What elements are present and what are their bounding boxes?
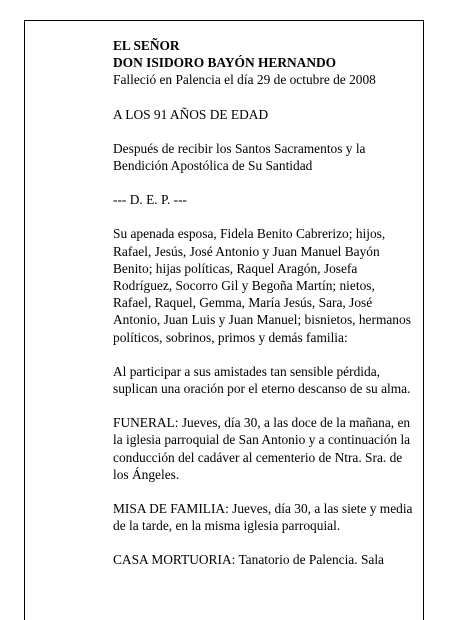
family-mass-line: de la tarde, en la misma iglesia parroquial. — [113, 518, 341, 534]
death-date-line: Falleció en Palencia el día 29 de octubre de 2008 — [113, 72, 376, 88]
family-line: Rafael, Raquel, Gemma, María Jesús, Sara, José — [113, 295, 373, 311]
rip-line: --- D. E. P. --- — [113, 192, 188, 208]
obituary-notice — [113, 37, 423, 569]
funeral-line: los Ángeles. — [113, 466, 180, 482]
mortuary-line: CASA MORTUORIA: Tanatorio de Palencia. Sala — [113, 552, 384, 568]
family-line: Rodríguez, Socorro Gil y Begoña Martín; nietos, — [113, 278, 375, 294]
family-line: Su apenada esposa, Fidela Benito Cabrerizo; hijos, — [113, 226, 386, 242]
request-line: suplican una oración por el eterno descanso de su alma. — [113, 381, 411, 397]
funeral-line: la iglesia parroquial de San Antonio y a continuación la — [113, 432, 411, 448]
family-line: Antonio, Juan Luis y Juan Manuel; bisnietos, hermanos — [113, 312, 411, 328]
family-mass-line: MISA DE FAMILIA: Jueves, día 30, a las siete y media — [113, 501, 413, 517]
heading-line-1: EL SEÑOR — [113, 38, 180, 53]
sacraments-line-2: Bendición Apostólica de Su Santidad — [113, 158, 313, 174]
family-line: políticos, sobrinos, primos y demás familia: — [113, 329, 348, 345]
family-line: Rafael, Jesús, José Antonio y Juan Manuel Bayón — [113, 243, 380, 259]
request-line: Al participar a sus amistades tan sensible pérdida, — [113, 363, 380, 379]
deceased-name: DON ISIDORO BAYÓN HERNANDO — [113, 55, 337, 71]
funeral-line: FUNERAL: Jueves, día 30, a las doce de la mañana, en — [113, 415, 411, 431]
family-line: Benito; hijas políticas, Raquel Aragón, Josefa — [113, 260, 358, 276]
age-line: A LOS 91 AÑOS DE EDAD — [113, 106, 269, 122]
funeral-line: conducción del cadáver al cementerio de Ntra. Sra. de — [113, 449, 403, 465]
sacraments-line-1: Después de recibir los Santos Sacramentos y la — [113, 140, 366, 156]
